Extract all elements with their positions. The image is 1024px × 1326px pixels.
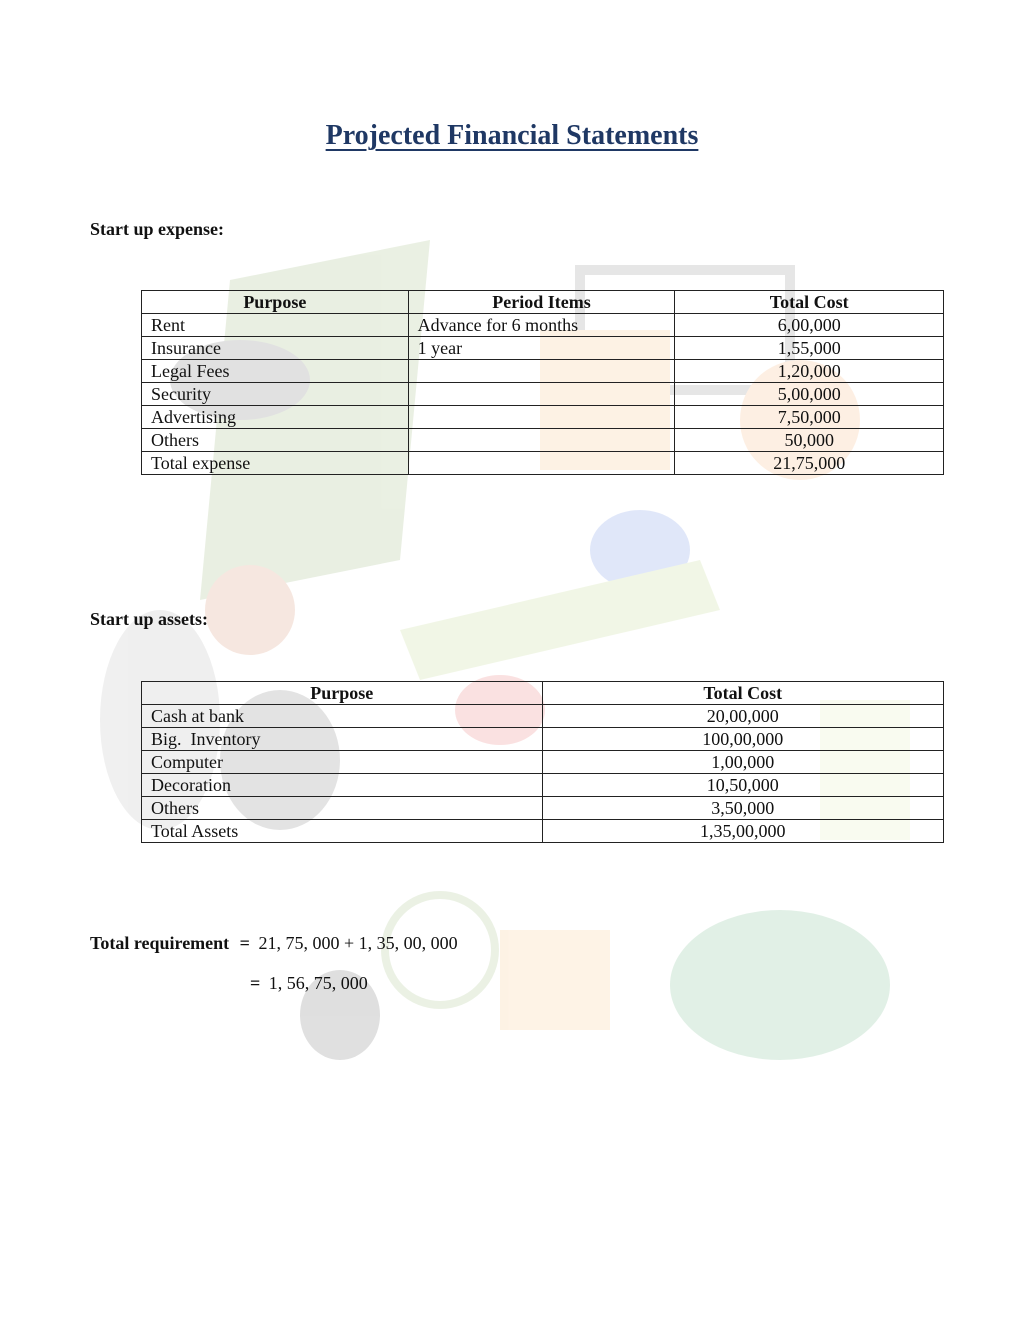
total-requirement-result-line (250, 973, 368, 994)
cell-purpose: Others (142, 429, 409, 452)
cell-purpose: Others (142, 797, 543, 820)
table-row (142, 705, 944, 728)
total-requirement-line (90, 933, 458, 954)
table-row (142, 751, 944, 774)
cell-total-cost: 1,55,000 (675, 337, 944, 360)
table-row (142, 360, 944, 383)
table-header-row (142, 291, 944, 314)
table-row-total (142, 452, 944, 475)
total-requirement-expression: 21, 75, 000 + 1, 35, 00, 000 (258, 933, 458, 953)
column-header-purpose: Purpose (142, 291, 409, 314)
cell-period (408, 383, 675, 406)
table-row (142, 337, 944, 360)
cell-total-cost: 6,00,000 (675, 314, 944, 337)
cell-period (408, 429, 675, 452)
cell-purpose: Legal Fees (142, 360, 409, 383)
cell-purpose: Big. Inventory (142, 728, 543, 751)
cell-total-cost: 20,00,000 (542, 705, 943, 728)
cell-purpose: Computer (142, 751, 543, 774)
table-row (142, 314, 944, 337)
total-requirement-label: Total requirement (90, 933, 230, 953)
cell-total-cost: 7,50,000 (675, 406, 944, 429)
table-row (142, 797, 944, 820)
startup-expense-table (141, 290, 944, 475)
cell-total-cost: 100,00,000 (542, 728, 943, 751)
cell-total-cost: 5,00,000 (675, 383, 944, 406)
table-row (142, 406, 944, 429)
cell-total-cost: 10,50,000 (542, 774, 943, 797)
cell-purpose: Total expense (142, 452, 409, 475)
cell-purpose: Rent (142, 314, 409, 337)
startup-assets-heading: Start up assets: (90, 609, 209, 629)
equals-sign: = (250, 973, 261, 993)
total-requirement-result: 1, 56, 75, 000 (268, 973, 368, 993)
cell-purpose: Security (142, 383, 409, 406)
startup-expense-heading: Start up expense: (90, 219, 224, 239)
cell-purpose: Cash at bank (142, 705, 543, 728)
cell-total-cost: 1,00,000 (542, 751, 943, 774)
table-row (142, 383, 944, 406)
column-header-purpose: Purpose (142, 682, 543, 705)
cell-period: 1 year (408, 337, 675, 360)
cell-period (408, 452, 675, 475)
table-row (142, 774, 944, 797)
column-header-period-items: Period Items (408, 291, 675, 314)
startup-assets-table (141, 681, 944, 843)
table-header-row (142, 682, 944, 705)
table-row (142, 429, 944, 452)
table-row-total (142, 820, 944, 843)
cell-total-cost: 50,000 (675, 429, 944, 452)
cell-purpose: Decoration (142, 774, 543, 797)
cell-total-cost: 1,20,000 (675, 360, 944, 383)
table-row (142, 728, 944, 751)
equals-sign: = (239, 933, 250, 953)
cell-period (408, 406, 675, 429)
cell-total-cost: 1,35,00,000 (542, 820, 943, 843)
cell-purpose: Advertising (142, 406, 409, 429)
cell-purpose: Insurance (142, 337, 409, 360)
column-header-total-cost: Total Cost (675, 291, 944, 314)
cell-total-cost: 21,75,000 (675, 452, 944, 475)
page-title: Projected Financial Statements (325, 120, 699, 151)
column-header-total-cost: Total Cost (542, 682, 943, 705)
cell-total-cost: 3,50,000 (542, 797, 943, 820)
cell-period: Advance for 6 months (408, 314, 675, 337)
cell-purpose: Total Assets (142, 820, 543, 843)
cell-period (408, 360, 675, 383)
